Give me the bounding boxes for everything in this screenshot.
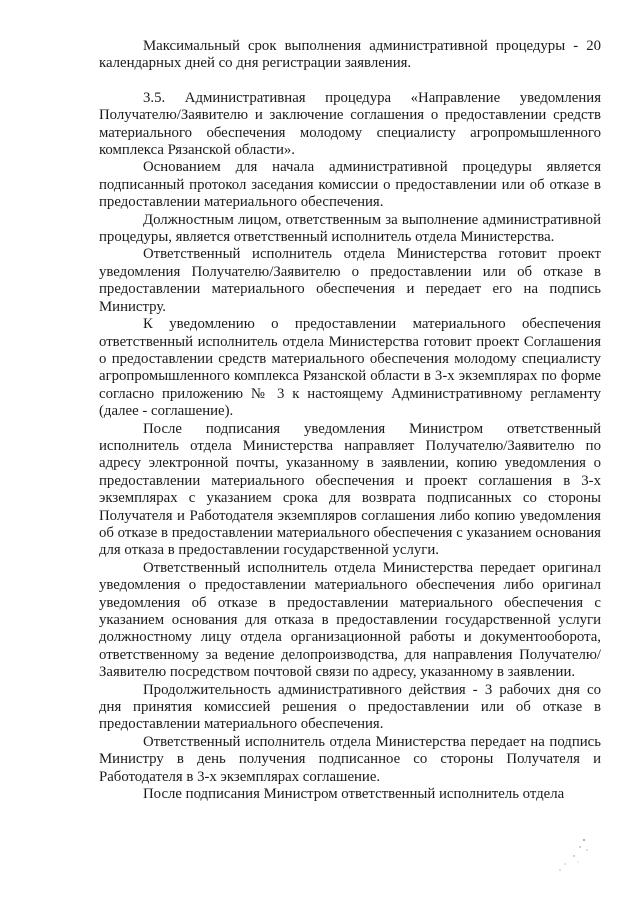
paragraph-max-duration: Максимальный срок выполнения административной процедуры - 20 календарных дней со дня регистрации заявления. — [99, 38, 601, 72]
scan-noise-marks — [556, 836, 596, 876]
paragraph-after-signing: После подписания уведомления Министром ответственный исполнитель отдела Министерства направляет Получателю/Заявителю по адресу электронной почты, указанному в заявлении, копию уведомления о предоставлении материального обеспечения и проект соглашения в 3-х экземплярах с указанием срока для возврата подписанных со стороны Получателя и Работодателя экземпляров соглашения либо копию уведомления об отказе в предоставлении материального обеспечения с указанием основания для отказа в предоставлении государственной услуги. — [99, 420, 601, 559]
paragraph-original-transfer: Ответственный исполнитель отдела Министерства передает оригинал уведомления о предоставлении материального обеспечения либо оригинал уведомления об отказе в предоставлении материального обеспечения с указанием основания для отказа в предоставлении государственной услуги должностному лицу отдела организационной работы и документооборота, ответственному за ведение делопроизводства, для направления Получателю/Заявителю посредством почтовой связи по адресу, указанному в заявлении. — [99, 559, 601, 681]
paragraph-prepares-notice: Ответственный исполнитель отдела Министерства готовит проект уведомления Получателю/Заявителю о предоставлении или об отказе в предоставлении материального обеспечения и передает его на подпись Министру. — [99, 246, 601, 315]
paragraph-agreement-draft: К уведомлению о предоставлении материального обеспечения ответственный исполнитель отдела Министерства готовит проект Соглашения о предоставлении средств материального обеспечения молодому специалисту агропромышленного комплекса Рязанской области в 3-х экземплярах по форме согласно приложению № 3 к настоящему Административному регламенту (далее - соглашение). — [99, 316, 601, 420]
paragraph-responsible-official: Должностным лицом, ответственным за выполнение административной процедуры, является ответственный исполнитель отдела Министерства. — [99, 211, 601, 246]
paragraph-after-minister-signing: После подписания Министром ответственный исполнитель отдела — [143, 786, 565, 803]
paragraph-action-duration: Продолжительность административного действия - 3 рабочих дня со дня принятия комиссией решения о предоставлении или об отказе в предоставлении материального обеспечения. — [99, 681, 601, 733]
paragraph-basis: Основанием для начала административной процедуры является подписанный протокол заседания комиссии о предоставлении или об отказе в предоставлении материального обеспечения. — [99, 159, 601, 211]
document-page — [99, 38, 601, 803]
paragraph-signature-transfer: Ответственный исполнитель отдела Министерства передает на подпись Министру в день получения подписанное со стороны Получателя и Работодателя в 3-х экземплярах соглашение. — [99, 733, 601, 785]
paragraph-section-3-5-heading: 3.5. Административная процедура «Направление уведомления Получателю/Заявителю и заключение соглашения о предоставлении средств материального обеспечения молодому специалисту агропромышленного комплекса Рязанской области». — [99, 89, 601, 159]
